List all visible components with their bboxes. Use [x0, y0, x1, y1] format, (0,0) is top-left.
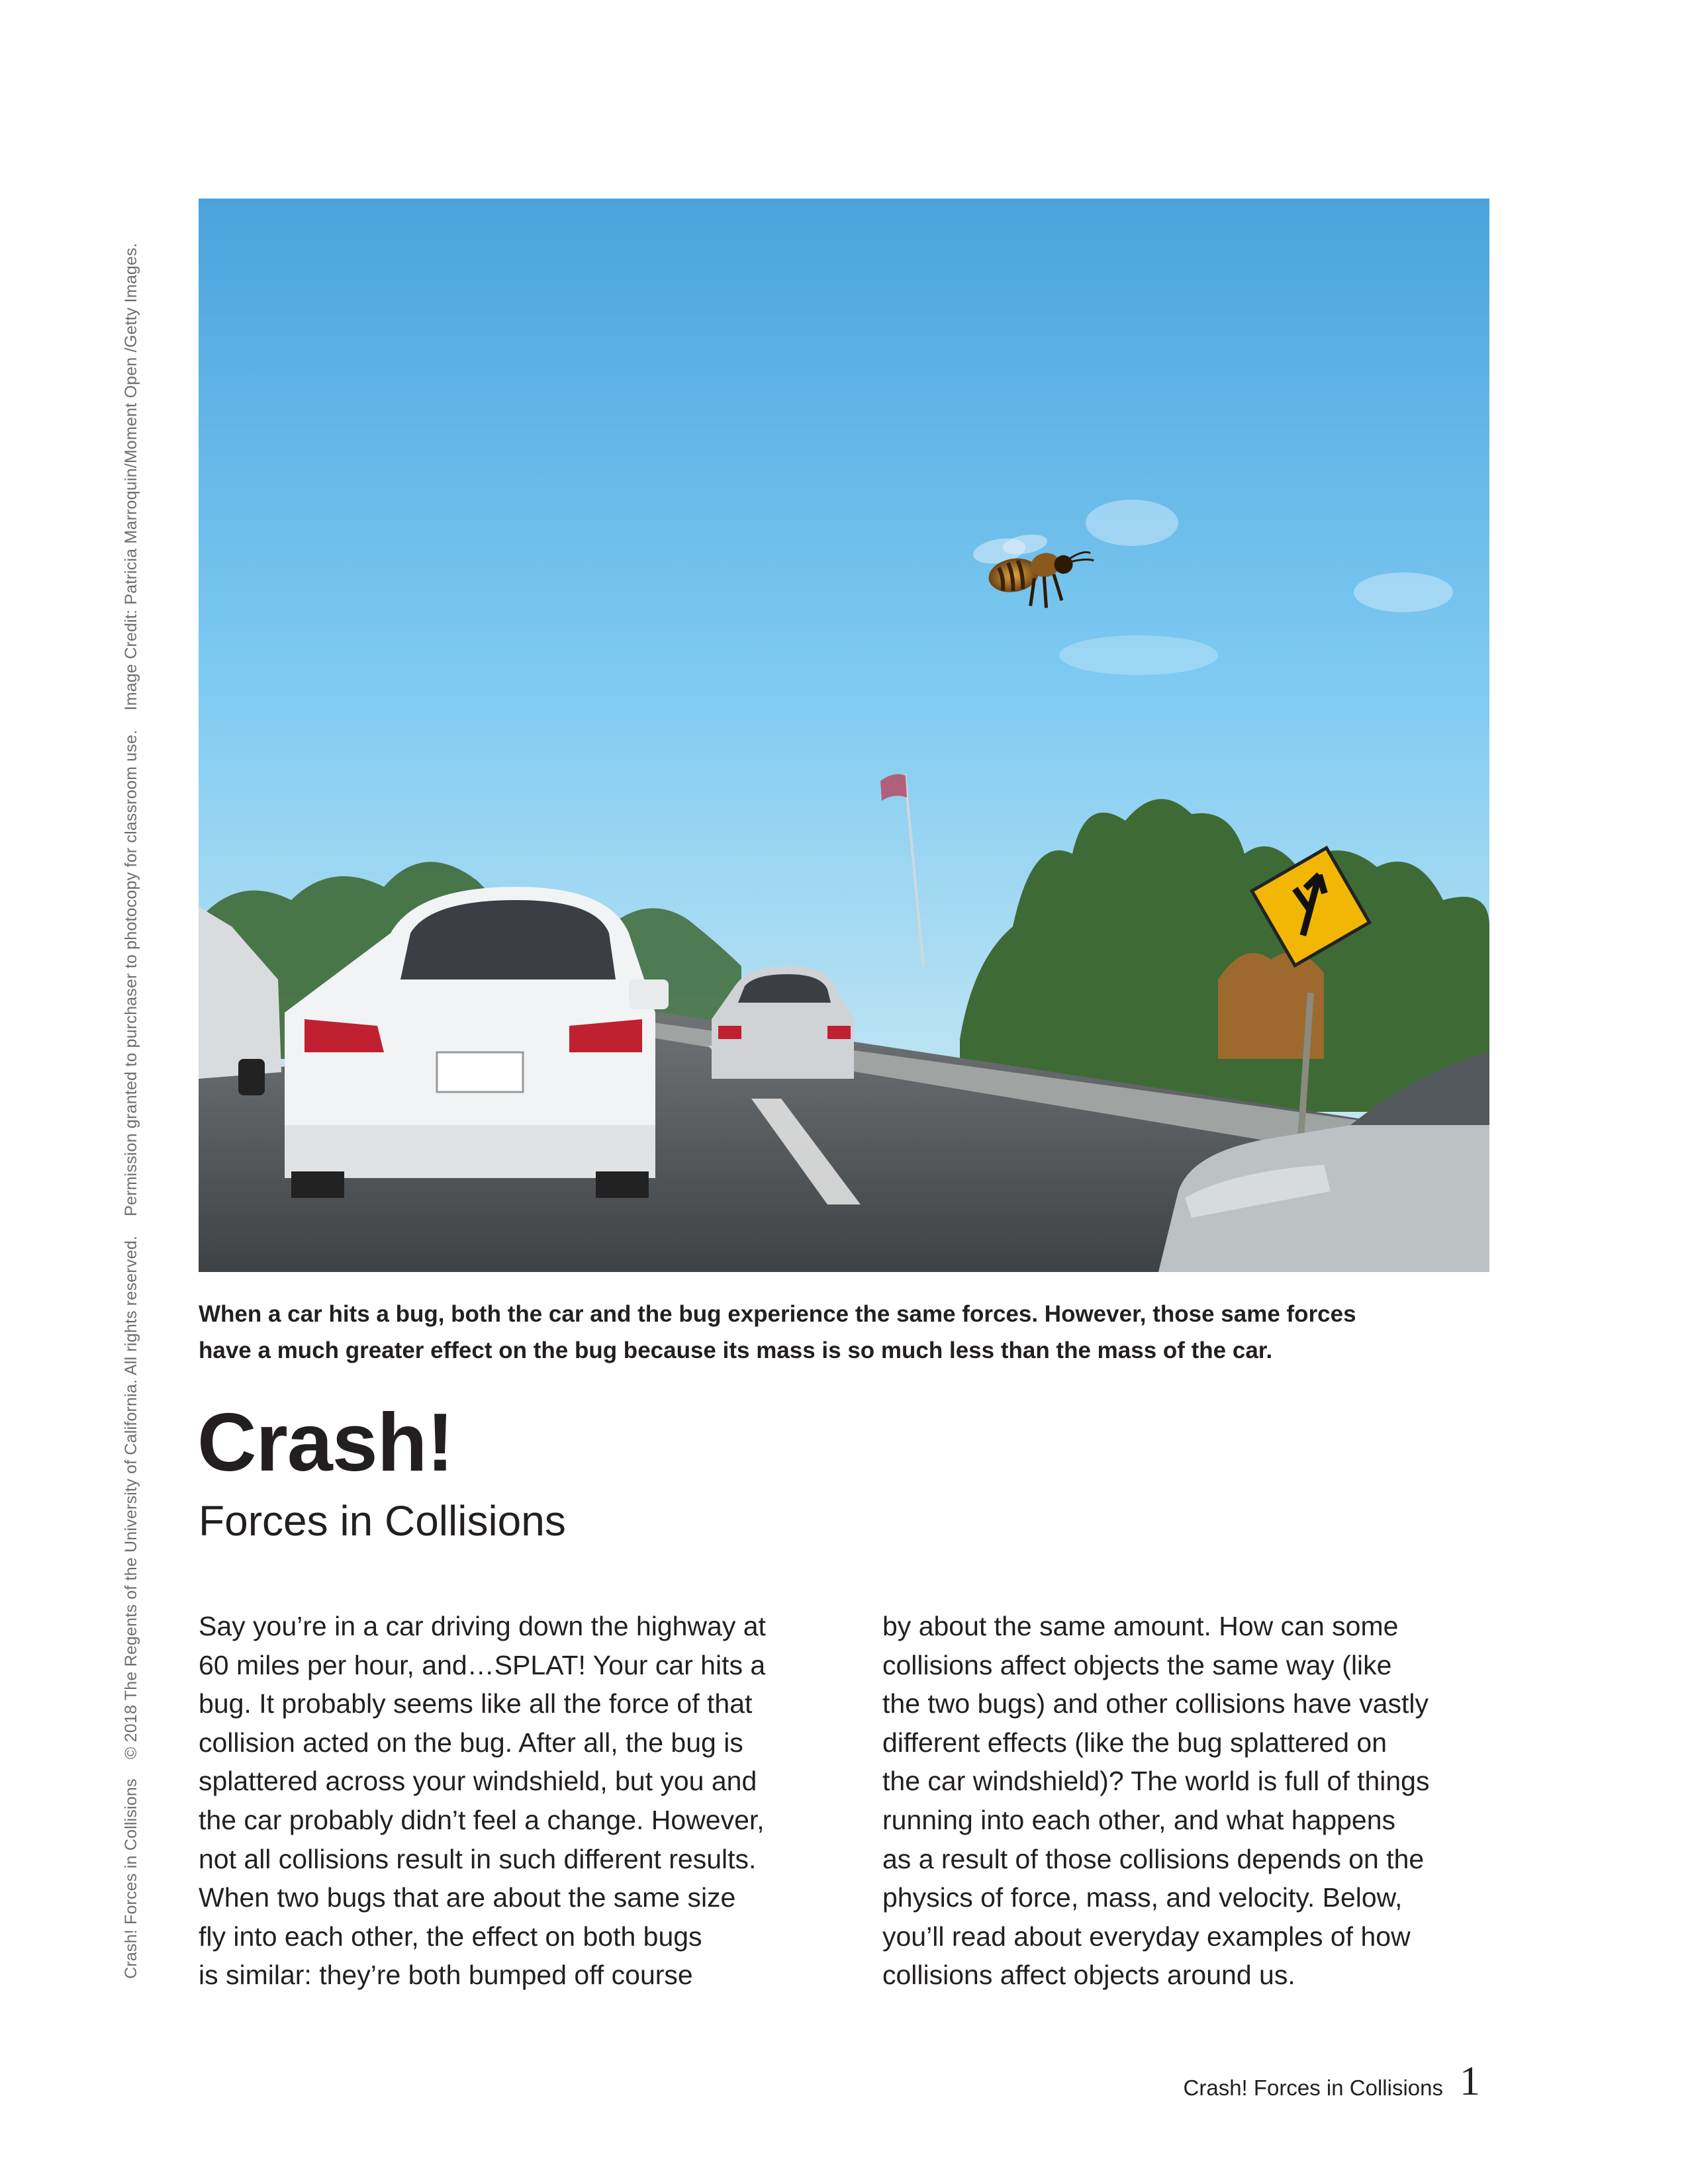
body-line: bug. It probably seems like all the force of that	[199, 1688, 753, 1719]
body-column-left	[199, 1607, 808, 1995]
page-subtitle: Forces in Collisions	[199, 1497, 566, 1545]
body-line: fly into each other, the effect on both bugs	[199, 1921, 702, 1952]
caption-line: have a much greater effect on the bug because its mass is so much less than the mass of the car.	[199, 1338, 1273, 1363]
body-line: physics of force, mass, and velocity. Below,	[882, 1882, 1403, 1913]
body-line: splattered across your windshield, but you and	[199, 1766, 757, 1797]
body-line: not all collisions result in such different results.	[199, 1843, 757, 1874]
side-credit-permission: Permission granted to purchaser to photocopy for classroom use.	[122, 729, 140, 1216]
body-line: you’ll read about everyday examples of how	[882, 1921, 1411, 1952]
side-credit-copyright: © 2018 The Regents of the University of California. All rights reserved.	[122, 1236, 140, 1760]
hero-photo	[199, 199, 1489, 1272]
body-line: running into each other, and what happens	[882, 1804, 1396, 1835]
caption-line: When a car hits a bug, both the car and the bug experience the same forces. However, those same forces	[199, 1301, 1356, 1327]
side-credit-image-credit: Image Credit: Patricia Marroquin/Moment Open /Getty Images.	[122, 243, 140, 711]
body-line: by about the same amount. How can some	[882, 1611, 1399, 1641]
body-line: When two bugs that are about the same size	[199, 1882, 736, 1913]
body-line: Say you’re in a car driving down the highway at	[199, 1611, 766, 1641]
body-line: the car windshield)? The world is full of things	[882, 1766, 1430, 1797]
side-credit-book: Crash! Forces in Collisions	[122, 1778, 140, 1979]
page-title: Crash!	[197, 1397, 453, 1488]
body-line: collision acted on the bug. After all, the bug is	[199, 1727, 743, 1758]
body-line: is similar: they’re both bumped off course	[199, 1960, 693, 1991]
bee-highway-illustration	[199, 199, 1489, 1272]
body-line: 60 miles per hour, and…SPLAT! Your car hits a	[199, 1649, 766, 1680]
page-number: 1	[1460, 2059, 1480, 2104]
footer-running-title: Crash! Forces in Collisions	[1183, 2075, 1443, 2100]
body-line: collisions affect objects the same way (like	[882, 1649, 1392, 1680]
body-line: collisions affect objects around us.	[882, 1960, 1295, 1991]
body-line: the car probably didn’t feel a change. However,	[199, 1804, 765, 1835]
body-line: as a result of those collisions depends on the	[882, 1843, 1425, 1874]
side-credit	[122, 192, 141, 1979]
body-line: different effects (like the bug splattered on	[882, 1727, 1387, 1758]
photo-caption	[199, 1296, 1503, 1369]
body-column-right	[882, 1607, 1491, 1995]
body-line: the two bugs) and other collisions have vastly	[882, 1688, 1429, 1719]
